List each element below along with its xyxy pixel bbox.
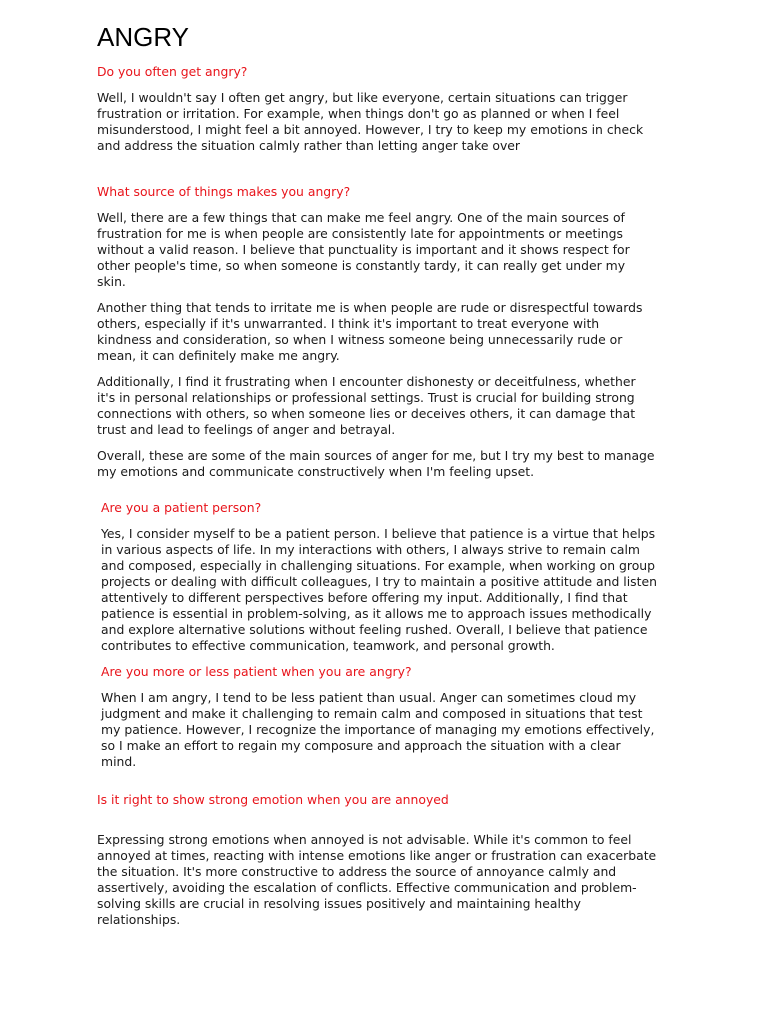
question-heading: Are you more or less patient when you are angry? <box>101 664 412 679</box>
answer-paragraph: Yes, I consider myself to be a patient person. I believe that patience is a virtue that helps in various aspects of life. In my interactions with others, I always strive to remain calm and composed, especially in challenging situations. For example, when working on group projects or dealing with difficult colleagues, I try to maintain a positive attitude and listen attentively to different perspectives before offering my input. Additionally, I find that patience is essential in problem-solving, as it allows me to approach issues methodically and explore alternative solutions without feeling rushed. Overall, I believe that patience contributes to effective communication, teamwork, and personal growth. <box>101 526 657 653</box>
question-heading: Do you often get angry? <box>97 64 248 79</box>
question-heading: What source of things makes you angry? <box>97 184 351 199</box>
question-heading: Are you a patient person? <box>101 500 262 515</box>
document-title: ANGRY <box>97 22 189 52</box>
answer-paragraph: Expressing strong emotions when annoyed is not advisable. While it's common to feel annoyed at times, reacting with intense emotions like anger or frustration can exacerbate the situation. It's more constructive to address the source of annoyance calmly and assertively, avoiding the escalation of conflicts. Effective communication and problem-solving skills are crucial in resolving issues positively and maintaining healthy relationships. <box>97 832 657 927</box>
answer-paragraph: Another thing that tends to irritate me is when people are rude or disrespectful towards others, especially if it's unwarranted. I think it's important to treat everyone with kindness and consideration, so when I witness someone being unnecessarily rude or mean, it can definitely make me angry. <box>97 300 643 363</box>
document-page <box>97 18 657 928</box>
answer-paragraph: Well, I wouldn't say I often get angry, but like everyone, certain situations can trigger frustration or irritation. For example, when things don't go as planned or when I feel misunderstood, I might feel a bit annoyed. However, I try to keep my emotions in check and address the situation calmly rather than letting anger take over <box>97 90 644 153</box>
answer-paragraph: When I am angry, I tend to be less patient than usual. Anger can sometimes cloud my judgment and make it challenging to remain calm and composed in situations that test my patience. However, I recognize the importance of managing my emotions effectively, so I make an effort to regain my composure and approach the situation with a clear mind. <box>101 690 655 769</box>
answer-paragraph: Additionally, I find it frustrating when I encounter dishonesty or deceitfulness, whether it's in personal relationships or professional settings. Trust is crucial for building strong connections with others, so when someone lies or deceives others, it can damage that trust and lead to feelings of anger and betrayal. <box>97 374 636 437</box>
answer-paragraph: Overall, these are some of the main sources of anger for me, but I try my best to manage my emotions and communicate constructively when I'm feeling upset. <box>97 448 655 479</box>
question-heading: Is it right to show strong emotion when you are annoyed <box>97 792 449 807</box>
answer-paragraph: Well, there are a few things that can make me feel angry. One of the main sources of frustration for me is when people are consistently late for appointments or meetings without a valid reason. I believe that punctuality is important and it shows respect for other people's time, so when someone is constantly tardy, it can really get under my skin. <box>97 210 630 289</box>
